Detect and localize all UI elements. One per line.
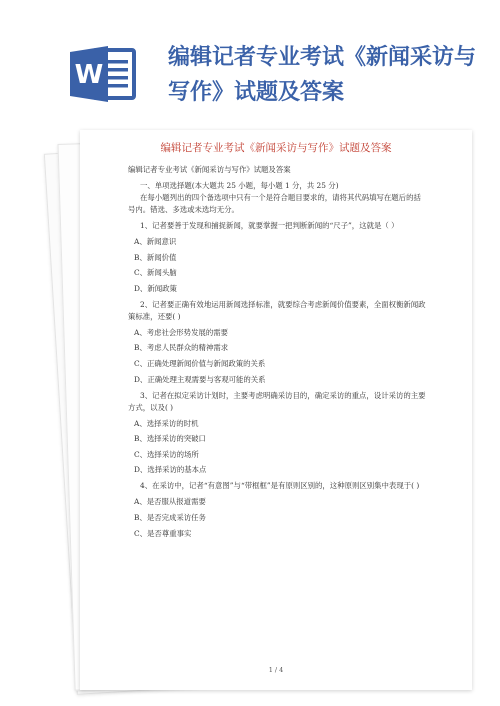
question-block (128, 480, 428, 539)
page-title: 编辑记者专业考试《新闻采访与写作》试题及答案 (160, 142, 392, 154)
section-instructions: 在每小题列出的四个备选项中只有一个是符合题目要求的，请将其代码填写在题后的括号内。错选、多选或未选均无分。 (128, 193, 421, 214)
section-heading: 一、单项选择题(本大题共 25 小题，每小题 1 分，共 25 分) (140, 181, 339, 190)
question-text: 2、记者要正确有效地运用新闻选择标准，就要综合考虑新闻价值要素，全面权衡新闻政策标准，还要( ) (128, 299, 426, 321)
answer-option: C、正确处理新闻价值与新闻政策的关系 (134, 358, 266, 368)
page-subtitle: 编辑记者专业考试《新闻采访与写作》试题及答案 (128, 165, 291, 174)
document-preview (0, 120, 500, 706)
answer-option: D、选择采访的基本点 (134, 465, 207, 475)
question-text: 4、在采访中，记者“有意图”与“带框框”是有原则区别的，这种原则区别集中表现于( ) (140, 481, 420, 491)
question-block (128, 390, 428, 477)
page-content (128, 180, 428, 543)
answer-option: D、新闻政策 (134, 283, 177, 293)
question-block (128, 220, 428, 295)
answer-option: C、选择采访的场所 (134, 449, 199, 459)
answer-option: B、是否完成采访任务 (134, 512, 206, 522)
question-block (128, 299, 428, 386)
answer-option: B、新闻价值 (134, 252, 177, 262)
answer-option: D、正确处理主观需要与客观可能的关系 (134, 374, 266, 384)
document-title: 编辑记者专业考试《新闻采访与写作》试题及答案 (168, 45, 477, 105)
answer-option: C、新闻头脑 (134, 268, 177, 278)
answer-option: B、考虑人民群众的精神需求 (134, 343, 229, 353)
question-text: 3、记者在拟定采访计划时，主要考虑明确采访目的，确定采访的重点，设计采访的主要方式，以及( ) (128, 390, 426, 412)
answer-option: C、是否尊重事实 (134, 528, 192, 538)
word-document-icon (68, 44, 140, 104)
page-number: 1 / 4 (268, 666, 284, 674)
answer-option: B、选择采访的突破口 (134, 434, 206, 444)
header-banner (0, 0, 500, 120)
answer-option: A、是否服从报道需要 (134, 497, 206, 507)
answer-option: A、选择采访的时机 (134, 418, 199, 428)
document-page[interactable] (80, 130, 472, 690)
answer-option: A、新闻意识 (134, 237, 177, 246)
question-text: 1、记者要善于发现和捕捉新闻，就要掌握一把判断新闻的“尺子”，这就是（ ） (140, 221, 399, 230)
word-logo-letter: W (74, 60, 104, 90)
answer-option: A、考虑社会形势发展的需要 (134, 327, 229, 337)
